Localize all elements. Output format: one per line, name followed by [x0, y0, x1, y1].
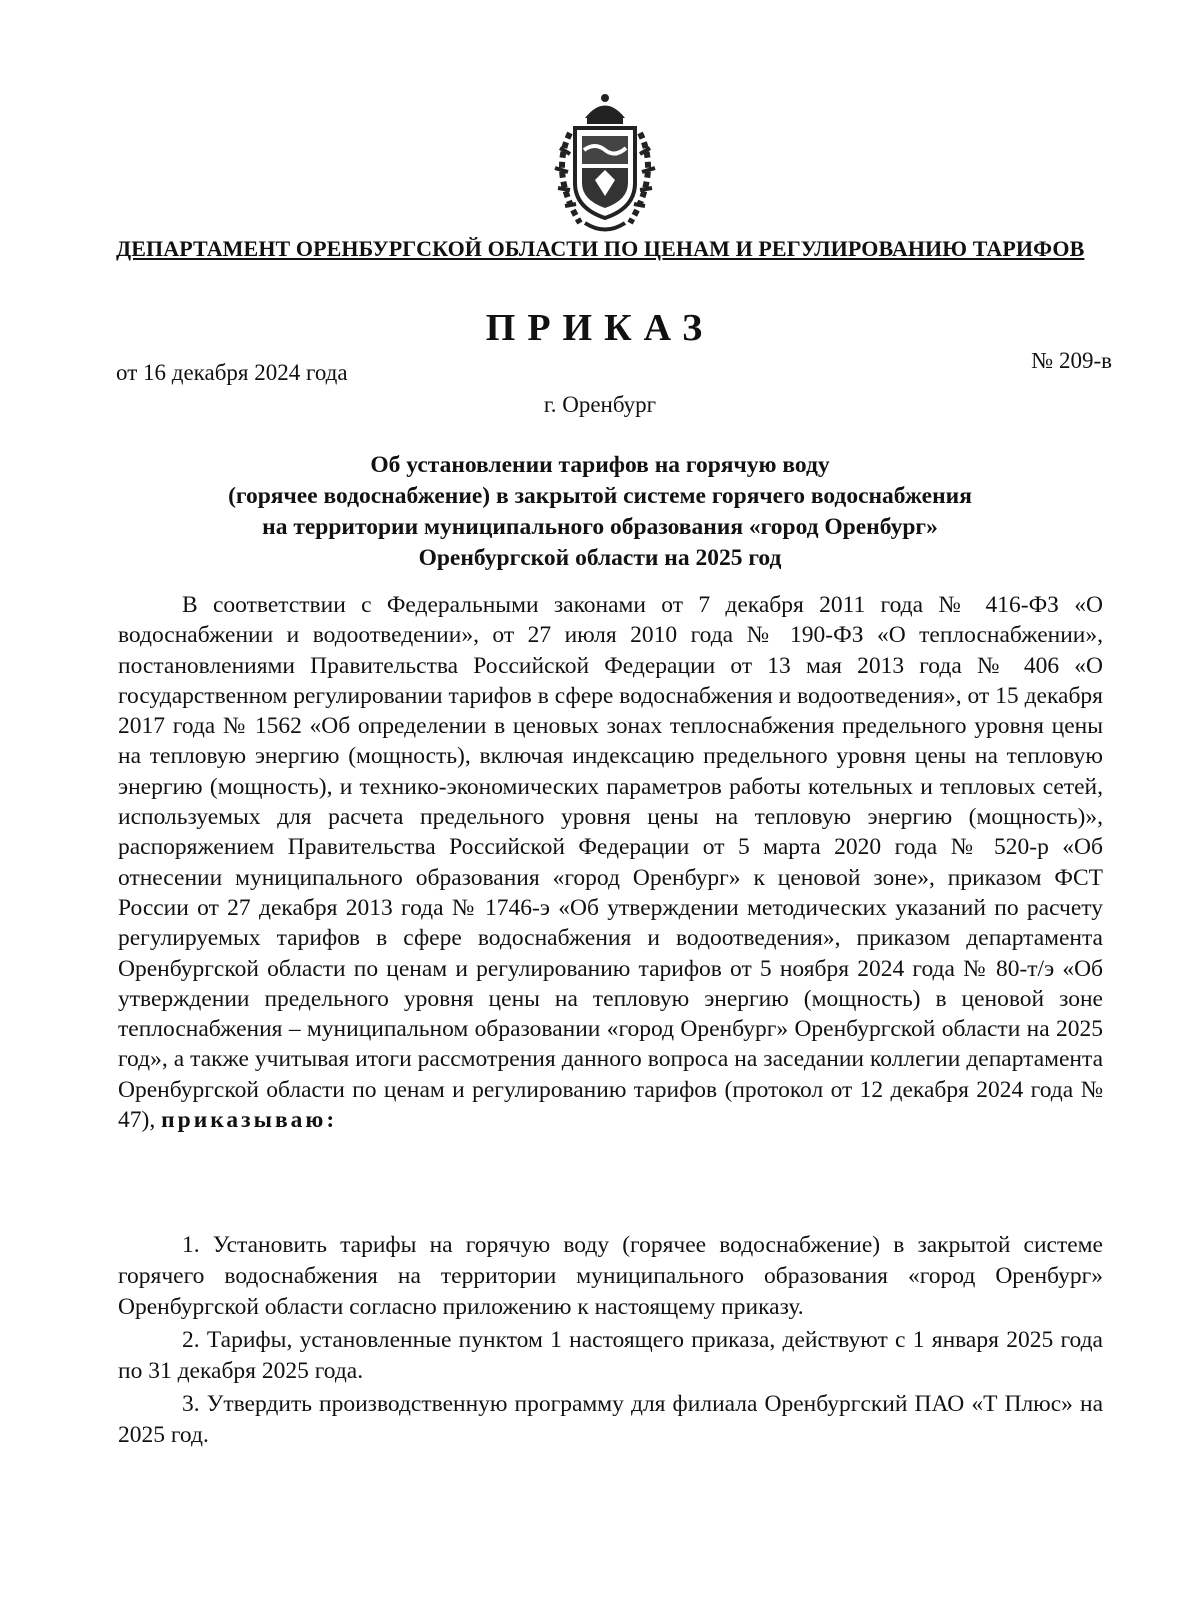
document-type-heading: ПРИКАЗ: [485, 307, 715, 349]
decree-item: 3. Утвердить производственную программу для филиала Оренбургский ПАО «Т Плюс» на 2025 год.: [118, 1391, 1103, 1448]
title-line: на территории муниципального образования «город Оренбург»: [262, 514, 938, 540]
title-line: Оренбургской области на 2025 год: [418, 545, 782, 571]
document-city: г. Оренбург: [543, 392, 657, 417]
coat-of-arms-emblem: [540, 88, 670, 238]
title-line: (горячее водоснабжение) в закрытой системе горячего водоснабжения: [228, 483, 972, 509]
decree-item: 2. Тарифы, установленные пунктом 1 настоящего приказа, действуют с 1 января 2025 года по 31 декабря 2025 года.: [118, 1327, 1103, 1384]
document-date: от 16 декабря 2024 года: [116, 360, 348, 385]
document-title: [100, 450, 1100, 574]
decree-items: [118, 1230, 1103, 1453]
document-number: № 209-в: [1031, 348, 1112, 373]
preamble-paragraph: [118, 590, 1103, 1135]
decree-word: приказываю:: [161, 1107, 338, 1134]
department-name: ДЕПАРТАМЕНТ ОРЕНБУРГСКОЙ ОБЛАСТИ ПО ЦЕНАМ И РЕГУЛИРОВАНИЮ ТАРИФОВ: [116, 236, 1085, 261]
preamble-text: В соответствии с Федеральными законами от 7 декабря 2011 года № 416-ФЗ «О водоснабжении и водоотведении», от 27 июля 2010 года № 190-ФЗ «О теплоснабжении», постановлениями Правительства Российской Федерации от 13 мая 2013 года № 406 «О государственном регулировании тарифов в сфере водоснабжения и водоотведения», от 15 декабря 2017 года № 1562 «Об определении в ценовых зонах теплоснабжения предельного уровня цены на тепловую энергию (мощность), включая индексацию предельного уровня цены на тепловую энергию (мощность), и технико-экономических параметров работы котельных и тепловых сетей, используемых для расчета предельного уровня цены на тепловую энергию (мощность)», распоряжением Правительства Российской Федерации от 5 марта 2020 года № 520-р «Об отнесении муниципального образования «город Оренбург» к ценовой зоне», приказом ФСТ России от 27 декабря 2013 года № 1746-э «Об утверждении методических указаний по расчету регулируемых тарифов в сфере водоснабжения и водоотведения», приказом департамента Оренбургской области по ценам и регулированию тарифов от 5 ноября 2024 года № 80-т/э «Об утверждении предельного уровня цены на тепловую энергию (мощность) в ценовой зоне теплоснабжения – муниципальном образовании «город Оренбург» Оренбургской области на 2025 год», а также учитывая итоги рассмотрения данного вопроса на заседании коллегии департамента Оренбургской области по ценам и регулированию тарифов (протокол от 12 декабря 2024 года № 47),: [118, 592, 1103, 1134]
title-line: Об установлении тарифов на горячую воду: [370, 452, 830, 478]
decree-item: 1. Установить тарифы на горячую воду (горячее водоснабжение) в закрытой системе горячего водоснабжения на территории муниципального образования «город Оренбург» Оренбургской области согласно приложению к настоящему приказу.: [118, 1232, 1103, 1320]
